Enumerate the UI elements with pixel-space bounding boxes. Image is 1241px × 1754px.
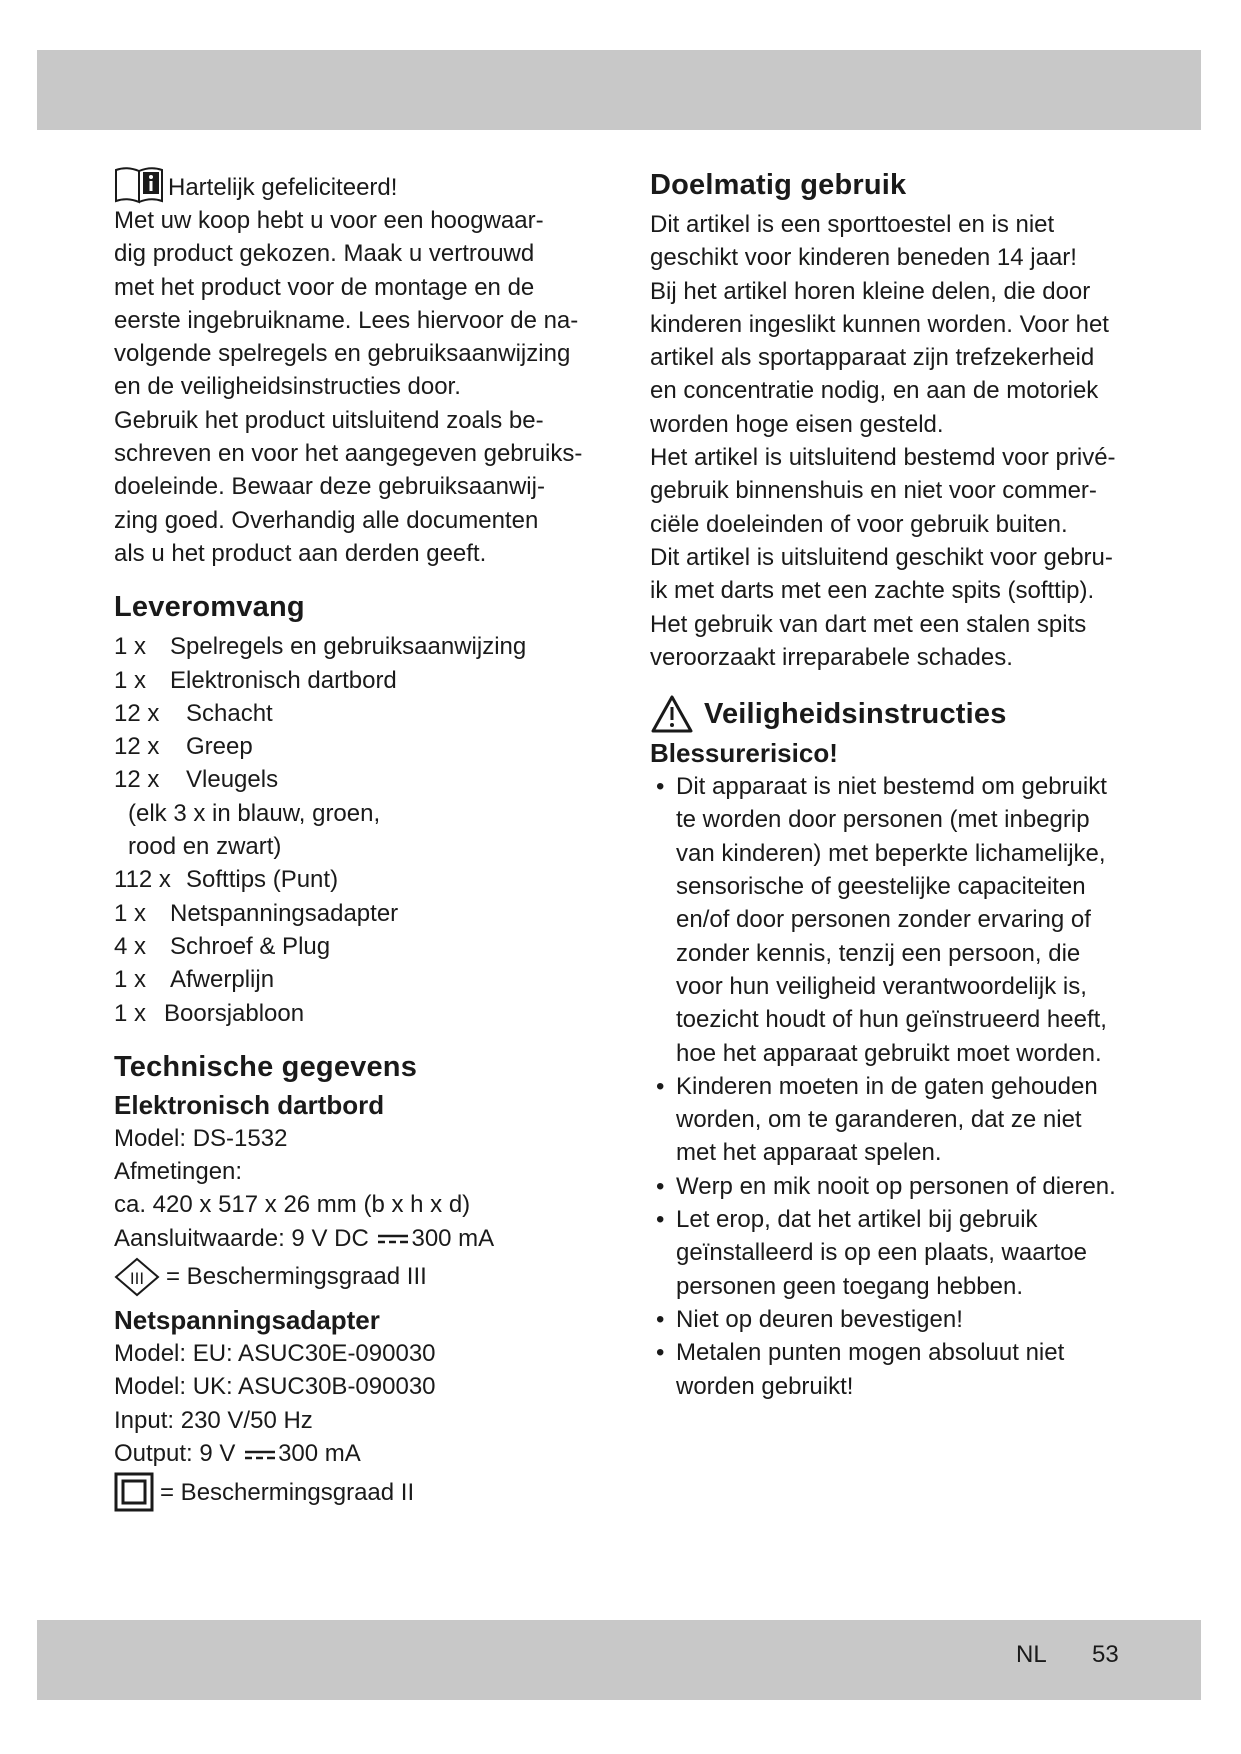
intro-line: eerste ingebruikname. Lees hiervoor de na-: [114, 306, 579, 334]
class3-symbol-text: III: [129, 1269, 145, 1289]
adapter-model-uk: Model: UK: ASUC30B-090030: [114, 1373, 436, 1401]
intro-text: [114, 204, 594, 570]
bullet-line: Metalen punten mogen absoluut niet: [676, 1339, 1065, 1367]
bullet-line: personen geen toegang hebben.: [676, 1272, 1023, 1300]
list-item: 1 x Boorsjabloon: [114, 999, 305, 1027]
veiligheid-heading: Veiligheidsinstructies: [704, 698, 1007, 731]
list-item: 1 x Elektronisch dartbord: [114, 666, 397, 694]
list-item: 1 x Spelregels en gebruiksaanwijzing: [114, 633, 527, 661]
doelmatig-line: ik met darts met een zachte spits (softtip).: [650, 577, 1095, 605]
leveromvang-heading: Leveromvang: [114, 591, 305, 624]
veiligheid-bullets: [650, 770, 1130, 1403]
intro-greeting-line: [114, 166, 594, 204]
bullet-item: [650, 1070, 1130, 1170]
bullet-line: voor hun veiligheid verantwoordelijk is,: [676, 972, 1087, 1000]
adapter-subheading: Netspanningsadapter: [114, 1305, 380, 1336]
doelmatig-line: veroorzaakt irreparabele schades.: [650, 643, 1013, 671]
protection-class-2-icon: [114, 1472, 154, 1512]
doelmatig-text: [650, 208, 1130, 674]
bullet-line: zonder kennis, tenzij een persoon, die: [676, 939, 1081, 967]
intro-line: Met uw koop hebt u voor een hoogwaar-: [114, 207, 544, 234]
bullet-dot: •: [656, 773, 665, 801]
class3-line: [114, 1257, 594, 1297]
list-item: 4 x Schroef & Plug: [114, 932, 331, 960]
intro-line: volgende spelregels en gebruiksaanwijzing: [114, 340, 571, 368]
page-number: 53: [1092, 1641, 1119, 1668]
intro-line: Gebruik het product uitsluitend zoals be-: [114, 406, 544, 434]
doelmatig-line: Bij het artikel horen kleine delen, die door: [650, 277, 1091, 305]
blessurerisico-subheading: Blessurerisico!: [650, 738, 838, 769]
bullet-line: met het apparaat spelen.: [676, 1139, 942, 1167]
bullet-dot: •: [656, 1206, 665, 1234]
bullet-line: te worden door personen (met inbegrip: [676, 806, 1090, 834]
bullet-item: [650, 770, 1130, 1070]
doelmatig-line: artikel als sportapparaat zijn trefzekerheid: [650, 344, 1095, 372]
protection-class-3-icon: [114, 1257, 160, 1297]
bullet-item: [650, 1303, 1130, 1336]
bullet-line: Dit apparaat is niet bestemd om gebruikt: [676, 773, 1107, 801]
header-band: [37, 50, 1201, 130]
list-item: 1 x Netspanningsadapter: [114, 899, 399, 927]
intro-line: en de veiligheidsinstructies door.: [114, 373, 461, 401]
adapter-model-eu: Model: EU: ASUC30E-090030: [114, 1340, 436, 1368]
list-item-note: rood en zwart): [128, 833, 282, 861]
doelmatig-line: ciële doeleinden of voor gebruik buiten.: [650, 510, 1068, 538]
leveromvang-list: [114, 630, 594, 1030]
dartbord-afmetingen-label: Afmetingen:: [114, 1158, 243, 1186]
bullet-line: hoe het apparaat gebruikt moet worden.: [676, 1039, 1102, 1067]
list-item: 12 x Greep: [114, 733, 253, 761]
bullet-line: worden, om te garanderen, dat ze niet: [676, 1106, 1082, 1134]
bullet-line: en/of door personen zonder ervaring of: [676, 906, 1091, 934]
list-item: 112 x Softtips (Punt): [114, 866, 339, 894]
right-column: [650, 166, 1130, 1403]
footer-language: NL: [1016, 1641, 1047, 1668]
bullet-dot: •: [656, 1172, 665, 1200]
doelmatig-heading: Doelmatig gebruik: [650, 169, 907, 201]
bullet-item: [650, 1203, 1130, 1303]
intro-line: als u het product aan derden geeft.: [114, 539, 487, 567]
doelmatig-line: gebruik binnenshuis en niet voor commer-: [650, 477, 1097, 505]
bullet-line: sensorische of geestelijke capaciteiten: [676, 873, 1086, 901]
class2-text: = Beschermingsgraad II: [160, 1478, 415, 1506]
doelmatig-line: kinderen ingeslikt kunnen worden. Voor het: [650, 310, 1109, 338]
bullet-line: Kinderen moeten in de gaten gehouden: [676, 1072, 1098, 1100]
intro-line: zing goed. Overhandig alle documenten: [114, 506, 539, 534]
doelmatig-line: Het artikel is uitsluitend bestemd voor privé-: [650, 444, 1116, 472]
list-item: 1 x Afwerplijn: [114, 966, 275, 994]
intro-line: dig product gekozen. Maak u vertrouwd: [114, 240, 535, 268]
bullet-dot: •: [656, 1339, 665, 1367]
intro-greeting: Hartelijk gefeliciteerd!: [168, 173, 398, 201]
bullet-line: van kinderen) met beperkte lichamelijke,: [676, 839, 1106, 867]
dartbord-afmetingen-value: ca. 420 x 517 x 26 mm (b x h x d): [114, 1191, 471, 1219]
bullet-line: Werp en mik nooit op personen of dieren.: [676, 1172, 1116, 1200]
dc-current-icon: [244, 1445, 276, 1465]
doelmatig-line: Dit artikel is uitsluitend geschikt voor gebru-: [650, 543, 1113, 571]
bullet-line: toezicht houdt of hun geïnstrueerd heeft,: [676, 1006, 1107, 1034]
doelmatig-line: en concentratie nodig, en aan de motoriek: [650, 377, 1099, 405]
doelmatig-line: worden hoge eisen gesteld.: [650, 410, 944, 438]
bullet-line: geïnstalleerd is op een plaats, waartoe: [676, 1239, 1087, 1267]
class3-text: = Beschermingsgraad III: [166, 1263, 427, 1291]
dartbord-aansluitwaarde: Aansluitwaarde: 9 V DC 300 mA: [114, 1224, 495, 1252]
dartbord-model: Model: DS-1532: [114, 1124, 288, 1152]
intro-line: doeleinde. Bewaar deze gebruiksaanwij-: [114, 473, 545, 501]
info-book-icon: [114, 166, 166, 204]
dartbord-subheading: Elektronisch dartbord: [114, 1089, 385, 1120]
technische-heading: Technische gegevens: [114, 1050, 418, 1083]
doelmatig-line: Dit artikel is een sporttoestel en is niet: [650, 211, 1055, 238]
bullet-dot: •: [656, 1305, 665, 1333]
list-item-note: (elk 3 x in blauw, groen,: [128, 799, 381, 827]
doelmatig-line: Het gebruik van dart met een stalen spits: [650, 610, 1087, 638]
veiligheid-heading-line: [650, 694, 1130, 734]
adapter-output: Output: 9 V 300 mA: [114, 1439, 361, 1467]
bullet-line: Let erop, dat het artikel bij gebruik: [676, 1206, 1038, 1234]
intro-line: met het product voor de montage en de: [114, 273, 535, 301]
dc-current-icon: [377, 1229, 409, 1249]
left-column: [114, 166, 594, 1514]
bullet-line: worden gebruikt!: [676, 1372, 854, 1400]
bullet-line: Niet op deuren bevestigen!: [676, 1305, 963, 1333]
list-item: 12 x Schacht: [114, 699, 273, 727]
list-item: 12 x Vleugels: [114, 766, 279, 794]
warning-triangle-icon: [650, 694, 694, 734]
doelmatig-line: geschikt voor kinderen beneden 14 jaar!: [650, 244, 1077, 272]
bullet-dot: •: [656, 1072, 665, 1100]
class2-line: [114, 1472, 594, 1512]
adapter-input: Input: 230 V/50 Hz: [114, 1406, 313, 1434]
bullet-item: [650, 1170, 1130, 1203]
intro-line: schreven en voor het aangegeven gebruiks-: [114, 440, 583, 468]
bullet-item: [650, 1336, 1130, 1403]
